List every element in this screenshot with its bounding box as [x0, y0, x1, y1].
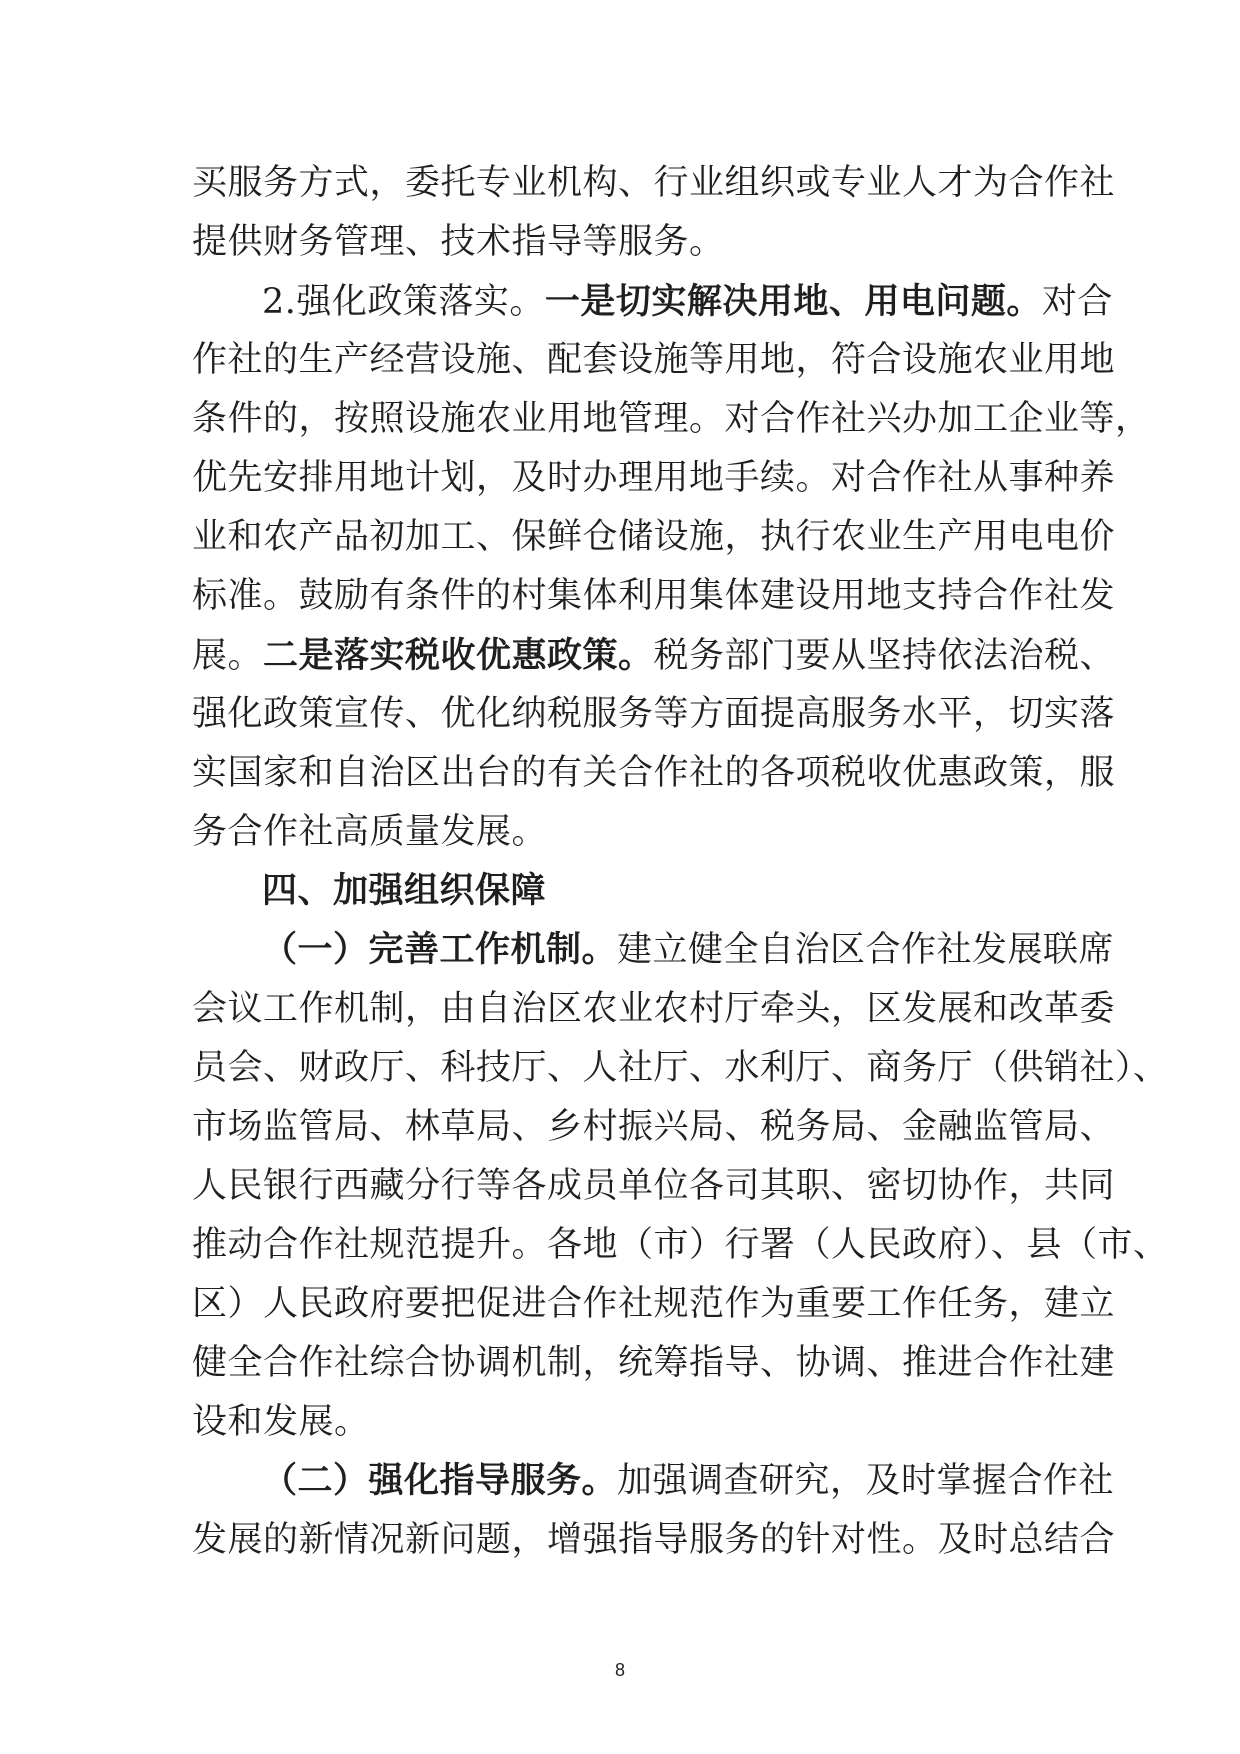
paragraph-line [192, 921, 1115, 980]
paragraph-line: 健全合作社综合协调机制，统筹指导、协调、推进合作社建 [192, 1343, 1116, 1383]
paragraph-line: 市场监管局、林草局、乡村振兴局、税务局、金融监管局、 [192, 1107, 1116, 1147]
paragraph-line: 区）人民政府要把促进合作社规范作为重要工作任务，建立 [192, 1284, 1116, 1324]
paragraph-line: 设和发展。 [192, 1402, 370, 1442]
paragraph-line: 强化政策宣传、优化纳税服务等方面提高服务水平，切实落 [192, 694, 1116, 734]
body-text [192, 154, 1169, 1570]
section-heading: 四、加强组织保障 [262, 871, 547, 911]
bold-phrase: 二是落实税收优惠政策。 [263, 635, 654, 676]
paragraph-line: 优先安排用地计划，及时办理用地手续。对合作社从事种养 [192, 458, 1116, 498]
text-run: 建立健全自治区合作社发展联席 [617, 930, 1115, 970]
bold-phrase: 一是切实解决用地、用电问题。 [544, 281, 1042, 322]
paragraph-line: 条件的，按照设施农业用地管理。对合作社兴办加工企业等， [192, 399, 1151, 439]
paragraph-line: 务合作社高质量发展。 [192, 812, 548, 852]
paragraph-line: 实国家和自治区出台的有关合作社的各项税收优惠政策，服 [192, 753, 1116, 793]
paragraph-line [192, 272, 1113, 331]
paragraph-line: 推动合作社规范提升。各地（市）行署（人民政府）、县（市、 [192, 1225, 1169, 1265]
section-label: 2.强化政策落实。 [262, 282, 545, 322]
paragraph-line [192, 626, 1116, 685]
paragraph-line: 提供财务管理、技术指导等服务。 [192, 222, 725, 262]
text-run: 对合 [1041, 282, 1113, 322]
page-number: 8 [614, 1660, 625, 1680]
paragraph-line: 标准。鼓励有条件的村集体利用集体建设用地支持合作社发 [192, 576, 1116, 616]
paragraph-line: 买服务方式，委托专业机构、行业组织或专业人才为合作社 [192, 163, 1116, 203]
paragraph-line: 会议工作机制，由自治区农业农村厅牵头，区发展和改革委 [192, 989, 1116, 1029]
subsection-title: （二）强化指导服务。 [262, 1461, 618, 1501]
paragraph-line: 员会、财政厅、科技厅、人社厅、水利厅、商务厅（供销社）、 [192, 1048, 1169, 1088]
text-run: 加强调查研究，及时掌握合作社 [617, 1461, 1115, 1501]
text-run: 展。 [192, 636, 264, 676]
text-run: 税务部门要从坚持依法治税、 [653, 636, 1116, 676]
paragraph-line: 业和农产品初加工、保鲜仓储设施，执行农业生产用电电价 [192, 517, 1116, 557]
paragraph-line: 人民银行西藏分行等各成员单位各司其职、密切协作，共同 [192, 1166, 1116, 1206]
paragraph-line: 发展的新情况新问题，增强指导服务的针对性。及时总结合 [192, 1520, 1116, 1560]
subsection-title: （一）完善工作机制。 [262, 930, 618, 970]
paragraph-line [192, 1452, 1115, 1511]
paragraph-line: 作社的生产经营设施、配套设施等用地，符合设施农业用地 [192, 340, 1116, 380]
